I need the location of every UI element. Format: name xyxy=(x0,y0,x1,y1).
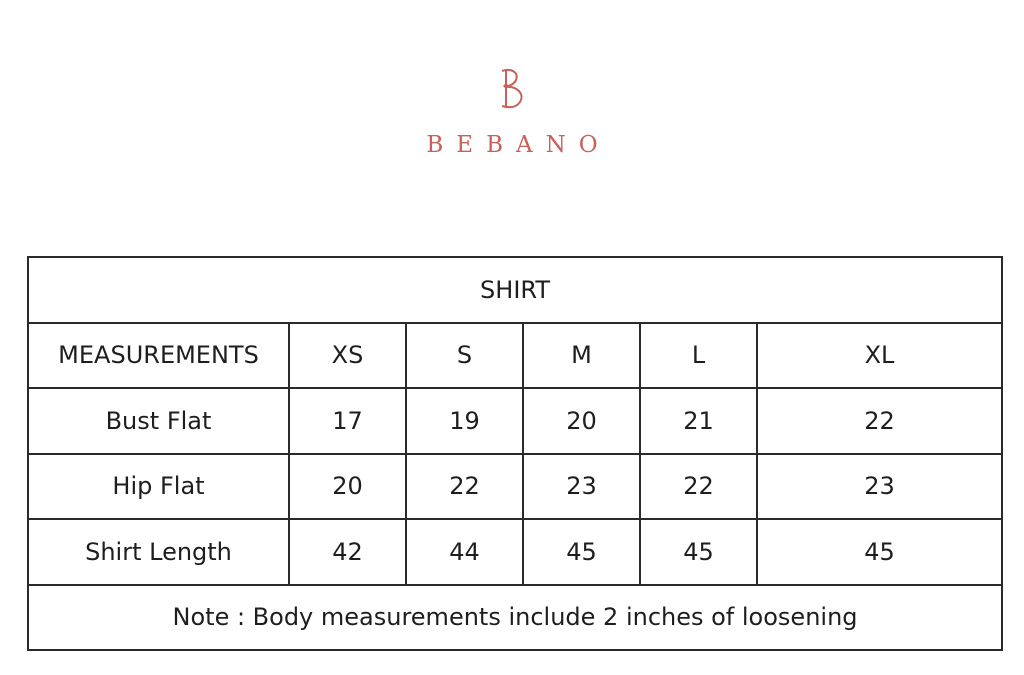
row-label: Bust Flat xyxy=(28,388,289,454)
table-cell: 20 xyxy=(289,454,406,520)
row-label: Shirt Length xyxy=(28,519,289,585)
header-cell-xs: XS xyxy=(289,323,406,389)
note-text: Note : Body measurements include 2 inches of loosening xyxy=(28,585,1002,651)
header-cell-l: L xyxy=(640,323,757,389)
table-cell: 42 xyxy=(289,519,406,585)
header-cell-s: S xyxy=(406,323,523,389)
row-label: Hip Flat xyxy=(28,454,289,520)
brand-header xyxy=(0,66,1024,158)
table-cell: 44 xyxy=(406,519,523,585)
header-row xyxy=(28,323,1002,389)
size-chart-table xyxy=(27,256,1003,651)
title-row xyxy=(28,257,1002,323)
table-row xyxy=(28,388,1002,454)
table-cell: 22 xyxy=(757,388,1002,454)
table-cell: 22 xyxy=(640,454,757,520)
table-cell: 17 xyxy=(289,388,406,454)
table-cell: 45 xyxy=(523,519,640,585)
table-cell: 45 xyxy=(757,519,1002,585)
note-row xyxy=(28,585,1002,651)
table-cell: 23 xyxy=(523,454,640,520)
table-row xyxy=(28,454,1002,520)
table-cell: 45 xyxy=(640,519,757,585)
bebano-b-monogram-icon xyxy=(497,66,527,112)
table-cell: 22 xyxy=(406,454,523,520)
table-cell: 20 xyxy=(523,388,640,454)
header-cell-m: M xyxy=(523,323,640,389)
header-cell-xl: XL xyxy=(757,323,1002,389)
table-cell: 21 xyxy=(640,388,757,454)
brand-name: BEBANO xyxy=(426,132,611,158)
header-cell-measurements: MEASUREMENTS xyxy=(28,323,289,389)
table-title: SHIRT xyxy=(28,257,1002,323)
table-cell: 19 xyxy=(406,388,523,454)
table-row xyxy=(28,519,1002,585)
table-cell: 23 xyxy=(757,454,1002,520)
